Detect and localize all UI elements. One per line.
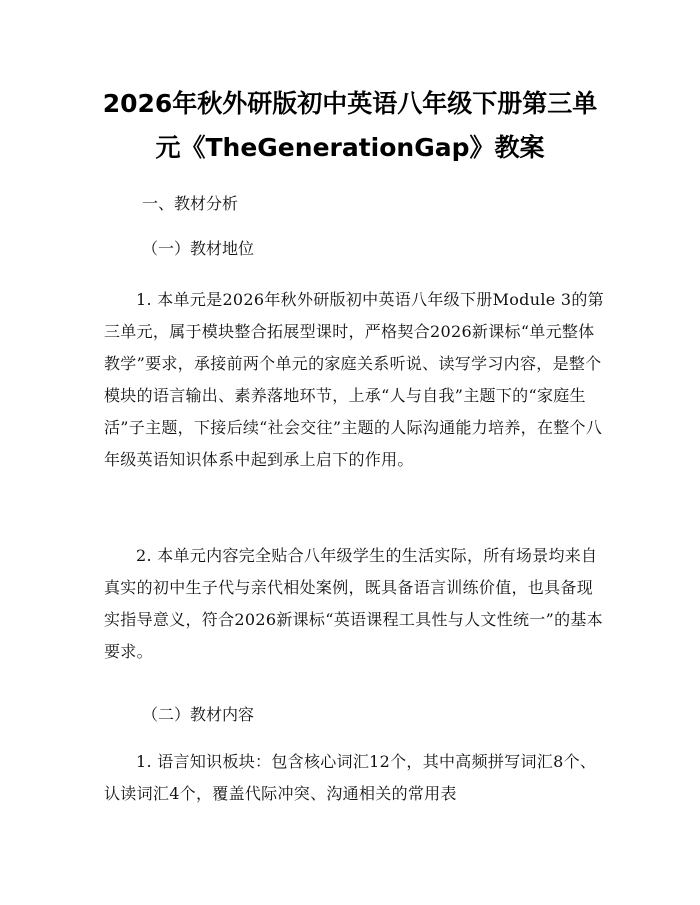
document-title-line-2: 元《TheGenerationGap》教案: [155, 133, 545, 162]
paragraph-unit-position: 1. 本单元是2026年秋外研版初中英语八年级下册Module 3的第三单元，属于模块整合拓展型课时，严格契合2026新课标“单元整体教学”要求，承接前两个单元的家庭关系听说、读写学习内容，是整个模块的语言输出、素养落地环节，上承“人与自我”主题下的“家庭生活”子主题，下接后续“社会交往”主题的人际沟通能力培养，在整个八年级英语知识体系中起到承上启下的作用。: [104, 290, 604, 469]
paragraph-language-knowledge: 1. 语言知识板块：包含核心词汇12个，其中高频拼写词汇8个、认读词汇4个，覆盖代际冲突、沟通相关的常用表: [104, 752, 597, 803]
section-heading-textbook-analysis: 一、教材分析: [142, 194, 239, 213]
subsection-heading-textbook-position: （一）教材地位: [142, 239, 255, 258]
document-title-line-1: 2026年秋外研版初中英语八年级下册第三单: [102, 89, 598, 118]
subsection-heading-textbook-content: （二）教材内容: [142, 705, 255, 724]
paragraph-unit-relevance: 2. 本单元内容完全贴合八年级学生的生活实际，所有场景均来自真实的初中生子代与亲代相处案例，既具备语言训练价值，也具备现实指导意义，符合2026新课标“英语课程工具性与人文性统一”的基本要求。: [104, 546, 603, 661]
